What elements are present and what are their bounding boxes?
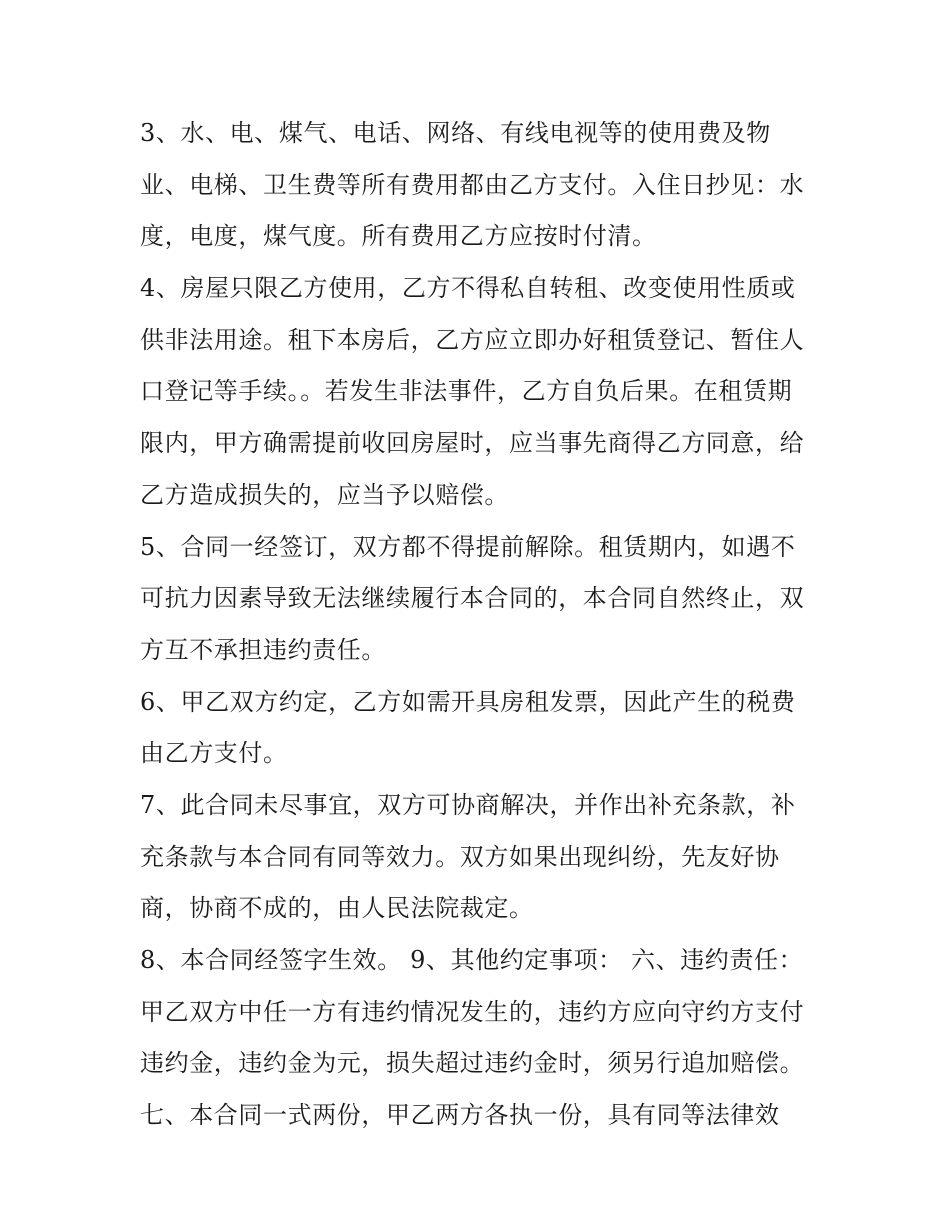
text-line: 方互不承担违约责任。	[140, 635, 386, 664]
text-line: 业、电梯、卫生费等所有费用都由乙方支付。入住日抄见：水	[140, 170, 805, 199]
contract-text	[140, 108, 820, 1142]
text-line: 可抗力因素导致无法继续履行本合同的，本合同自然终止，双	[140, 584, 805, 613]
text-line: 乙方造成损失的，应当予以赔偿。	[140, 480, 509, 509]
text-line: 甲乙双方中任一方有违约情况发生的，违约方应向守约方支付	[140, 997, 805, 1026]
text-line: 4、房屋只限乙方使用，乙方不得私自转租、改变使用性质或	[140, 274, 796, 303]
text-line: 5、合同一经签订，双方都不得提前解除。租赁期内，如遇不	[140, 532, 796, 561]
text-line: 充条款与本合同有同等效力。双方如果出现纠纷，先友好协	[140, 842, 780, 871]
text-line: 供非法用途。租下本房后，乙方应立即办好租赁登记、暂住人	[140, 325, 805, 354]
text-line: 限内，甲方确需提前收回房屋时，应当事先商得乙方同意，给	[140, 429, 805, 458]
text-line: 七、本合同一式两份，甲乙两方各执一份，具有同等法律效	[140, 1101, 780, 1130]
text-line: 7、此合同未尽事宜，双方可协商解决，并作出补充条款，补	[140, 790, 796, 819]
text-line: 由乙方支付。	[140, 739, 288, 768]
text-line: 3、水、电、煤气、电话、网络、有线电视等的使用费及物	[140, 119, 771, 147]
text-line: 口登记等手续。。若发生非法事件，乙方自负后果。在租赁期	[140, 377, 793, 406]
text-line: 商，协商不成的，由人民法院裁定。	[140, 894, 534, 923]
text-line: 度，电度，煤气度。所有费用乙方应按时付清。	[140, 222, 657, 251]
text-line: 违约金，违约金为元，损失超过违约金时，须另行追加赔偿。	[140, 1049, 805, 1078]
text-line: 8、本合同经签字生效。 9、其他约定事项： 六、违约责任：	[140, 946, 804, 974]
text-line: 6、甲乙双方约定，乙方如需开具房租发票，因此产生的税费	[140, 687, 796, 716]
